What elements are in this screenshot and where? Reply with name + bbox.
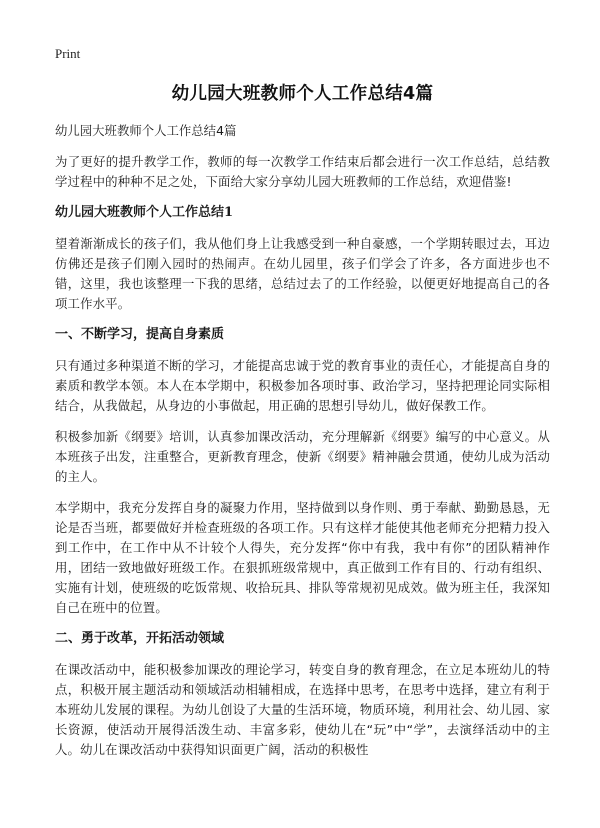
document-subtitle: 幼儿园大班教师个人工作总结4篇 — [55, 123, 237, 138]
paragraph-4: 本学期中，我充分发挥自身的凝聚力作用，坚持做到以身作则、勇于奉献、勤勤恳恳，无论是否当班，都要做好并检查班级的各项工作。只有这样才能使其他老师充分把精力投入到工作中，在工作中从不计较个人得失，充分发挥“你中有我，我中有你”的团队精神作用，团结一致地做好班级工作。在狠抓班级常规中，真正做到工作有目的、行动有组织、实施有计划，使班级的吃饭常规、收拾玩具、排队等常规初见成效。做为班主任，我深知自己在班中的位置。 — [55, 500, 550, 615]
document-page — [55, 80, 550, 771]
paragraph-3: 积极参加新《纲要》培训，认真参加课改活动，充分理解新《纲要》编写的中心意义。从本班孩子出发，注重整合，更新教育理念，使新《纲要》精神融会贯通，使幼儿成为活动的主人。 — [55, 429, 550, 484]
section-1-heading: 一、不断学习，提高自身素质 — [55, 327, 225, 342]
article-heading: 幼儿园大班教师个人工作总结1 — [55, 205, 234, 220]
paragraph-5: 在课改活动中，能积极参加课改的理论学习，转变自身的教育理念，在立足本班幼儿的特点，积极开展主题活动和领域活动相辅相成，在选择中思考，在思考中选择，建立有利于本班幼儿发展的课程。为幼儿创设了大量的生活环境，物质环境，利用社会、幼儿园、家长资源，使活动开展得活泼生动、丰富多彩，使幼儿在“玩”中“学”，去演绎活动中的主人。幼儿在课改活动中获得知识面更广阔，活动的积极性 — [55, 662, 550, 757]
print-link[interactable]: Print — [55, 46, 81, 61]
paragraph-2: 只有通过多种渠道不断的学习，才能提高忠诚于党的教育事业的责任心，才能提高自身的素质和教学本领。本人在本学期中，积极参加各项时事、政治学习，坚持把理论同实际相结合，从我做起，从身边的小事做起，用正确的思想引导幼儿，做好保教工作。 — [55, 358, 550, 413]
document-title: 幼儿园大班教师个人工作总结4篇 — [171, 84, 434, 104]
paragraph-1: 望着渐渐成长的孩子们，我从他们身上让我感受到一种自豪感，一个学期转眼过去，耳边仿佛还是孩子们刚入园时的热闹声。在幼儿园里，孩子们学会了许多，各方面进步也不错，这里，我也该整理一下我的思绪，总结过去了的工作经验，以便更好地提高自己的各项工作水平。 — [55, 236, 550, 311]
intro-paragraph: 为了更好的提升教学工作，教师的每一次教学工作结束后都会进行一次工作总结，总结教学过程中的种种不足之处，下面给大家分享幼儿园大班教师的工作总结，欢迎借鉴! — [55, 154, 550, 189]
section-2-heading: 二、勇于改革，开拓活动领域 — [55, 631, 225, 646]
